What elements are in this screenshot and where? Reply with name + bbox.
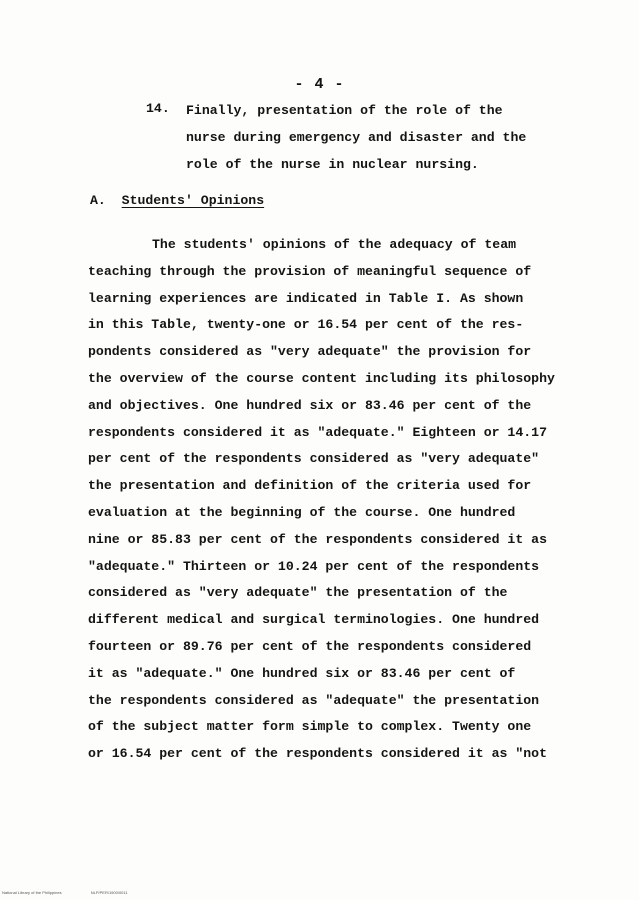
scan-footer	[2, 890, 156, 895]
body-paragraph	[88, 235, 555, 771]
paragraph-line: fourteen or 89.76 per cent of the respondents considered	[88, 638, 532, 654]
paragraph-line: the presentation and definition of the criteria used for	[88, 478, 532, 494]
list-item-text	[186, 101, 526, 182]
paragraph-line: or 16.54 per cent of the respondents considered it as "not	[88, 746, 547, 762]
paragraph-line: and objectives. One hundred six or 83.46 per cent of the	[88, 397, 532, 413]
list-item-line: Finally, presentation of the role of the	[186, 103, 503, 118]
paragraph-line: "adequate." Thirteen or 10.24 per cent of the respondents	[88, 558, 540, 574]
paragraph-line: nine or 85.83 per cent of the respondents considered it as	[88, 531, 547, 547]
paragraph-line: evaluation at the beginning of the course. One hundred	[88, 504, 516, 520]
paragraph-line: teaching through the provision of meaningful sequence of	[88, 263, 532, 279]
section-label: A.	[90, 193, 106, 208]
list-item-line: nurse during emergency and disaster and the	[186, 130, 527, 145]
paragraph-line: the respondents considered as "adequate" the presentation	[88, 692, 540, 708]
paragraph-line: respondents considered it as "adequate." Eighteen or 14.17	[88, 424, 547, 440]
list-item-line: role of the nurse in nuclear nursing.	[186, 157, 479, 172]
paragraph-line: pondents considered as "very adequate" the provision for	[88, 344, 532, 360]
footer-library: National Library of the Philippines	[2, 890, 62, 895]
footer-code: NLP/PER/1900/0011	[90, 890, 128, 895]
paragraph-line: of the subject matter form simple to complex. Twenty one	[88, 719, 532, 735]
paragraph-line: The students' opinions of the adequacy of team	[152, 237, 517, 252]
paragraph-line: in this Table, twenty-one or 16.54 per cent of the res-	[88, 317, 524, 333]
section-heading	[90, 193, 264, 208]
page-number: - 4 -	[294, 76, 345, 93]
list-item-number: 14.	[146, 101, 170, 116]
paragraph-line: the overview of the course content including its philosophy	[88, 370, 555, 386]
paragraph-line: learning experiences are indicated in Table I. As shown	[88, 290, 524, 306]
section-title: Students' Opinions	[121, 193, 265, 208]
paragraph-line: it as "adequate." One hundred six or 83.46 per cent of	[88, 665, 516, 681]
paragraph-line: per cent of the respondents considered as "very adequate"	[88, 451, 540, 467]
paragraph-line: considered as "very adequate" the presentation of the	[88, 585, 508, 601]
paragraph-line: different medical and surgical terminologies. One hundred	[88, 612, 540, 628]
